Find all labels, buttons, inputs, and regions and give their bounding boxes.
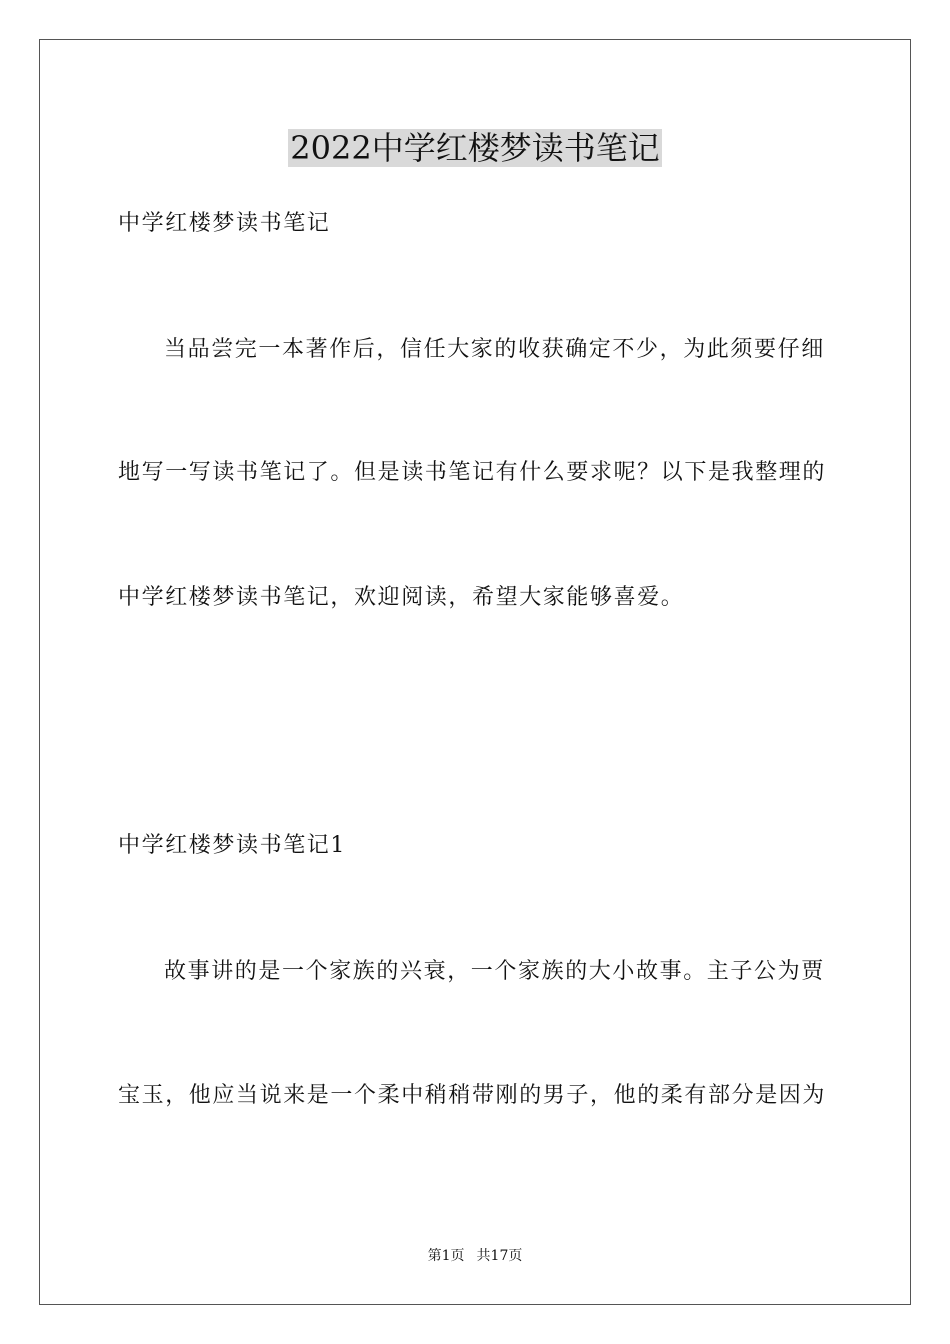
- intro-line-1: 当品尝完一本著作后，信任大家的收获确定不少，为此须要仔细: [164, 337, 825, 362]
- page-count: 共17页: [476, 1248, 523, 1264]
- section-body-line-2: 宝玉，他应当说来是一个柔中稍稍带刚的男子，他的柔有部分是因为: [118, 1083, 827, 1108]
- section-heading: 中学红楼梦读书笔记1: [118, 833, 346, 858]
- intro-line-2: 地写一写读书笔记了。但是读书笔记有什么要求呢？以下是我整理的: [118, 460, 827, 485]
- document-title: [0, 128, 950, 168]
- page-footer: [0, 1247, 950, 1265]
- intro-line-3: 中学红楼梦读书笔记，欢迎阅读，希望大家能够喜爱。: [118, 585, 685, 610]
- section-body-line-1: 故事讲的是一个家族的兴衰，一个家族的大小故事。主子公为贾: [164, 959, 825, 984]
- document-title-text: 2022中学红楼梦读书笔记: [290, 129, 660, 167]
- page-number: 第1页: [427, 1248, 465, 1264]
- document-subtitle: 中学红楼梦读书笔记: [118, 211, 331, 236]
